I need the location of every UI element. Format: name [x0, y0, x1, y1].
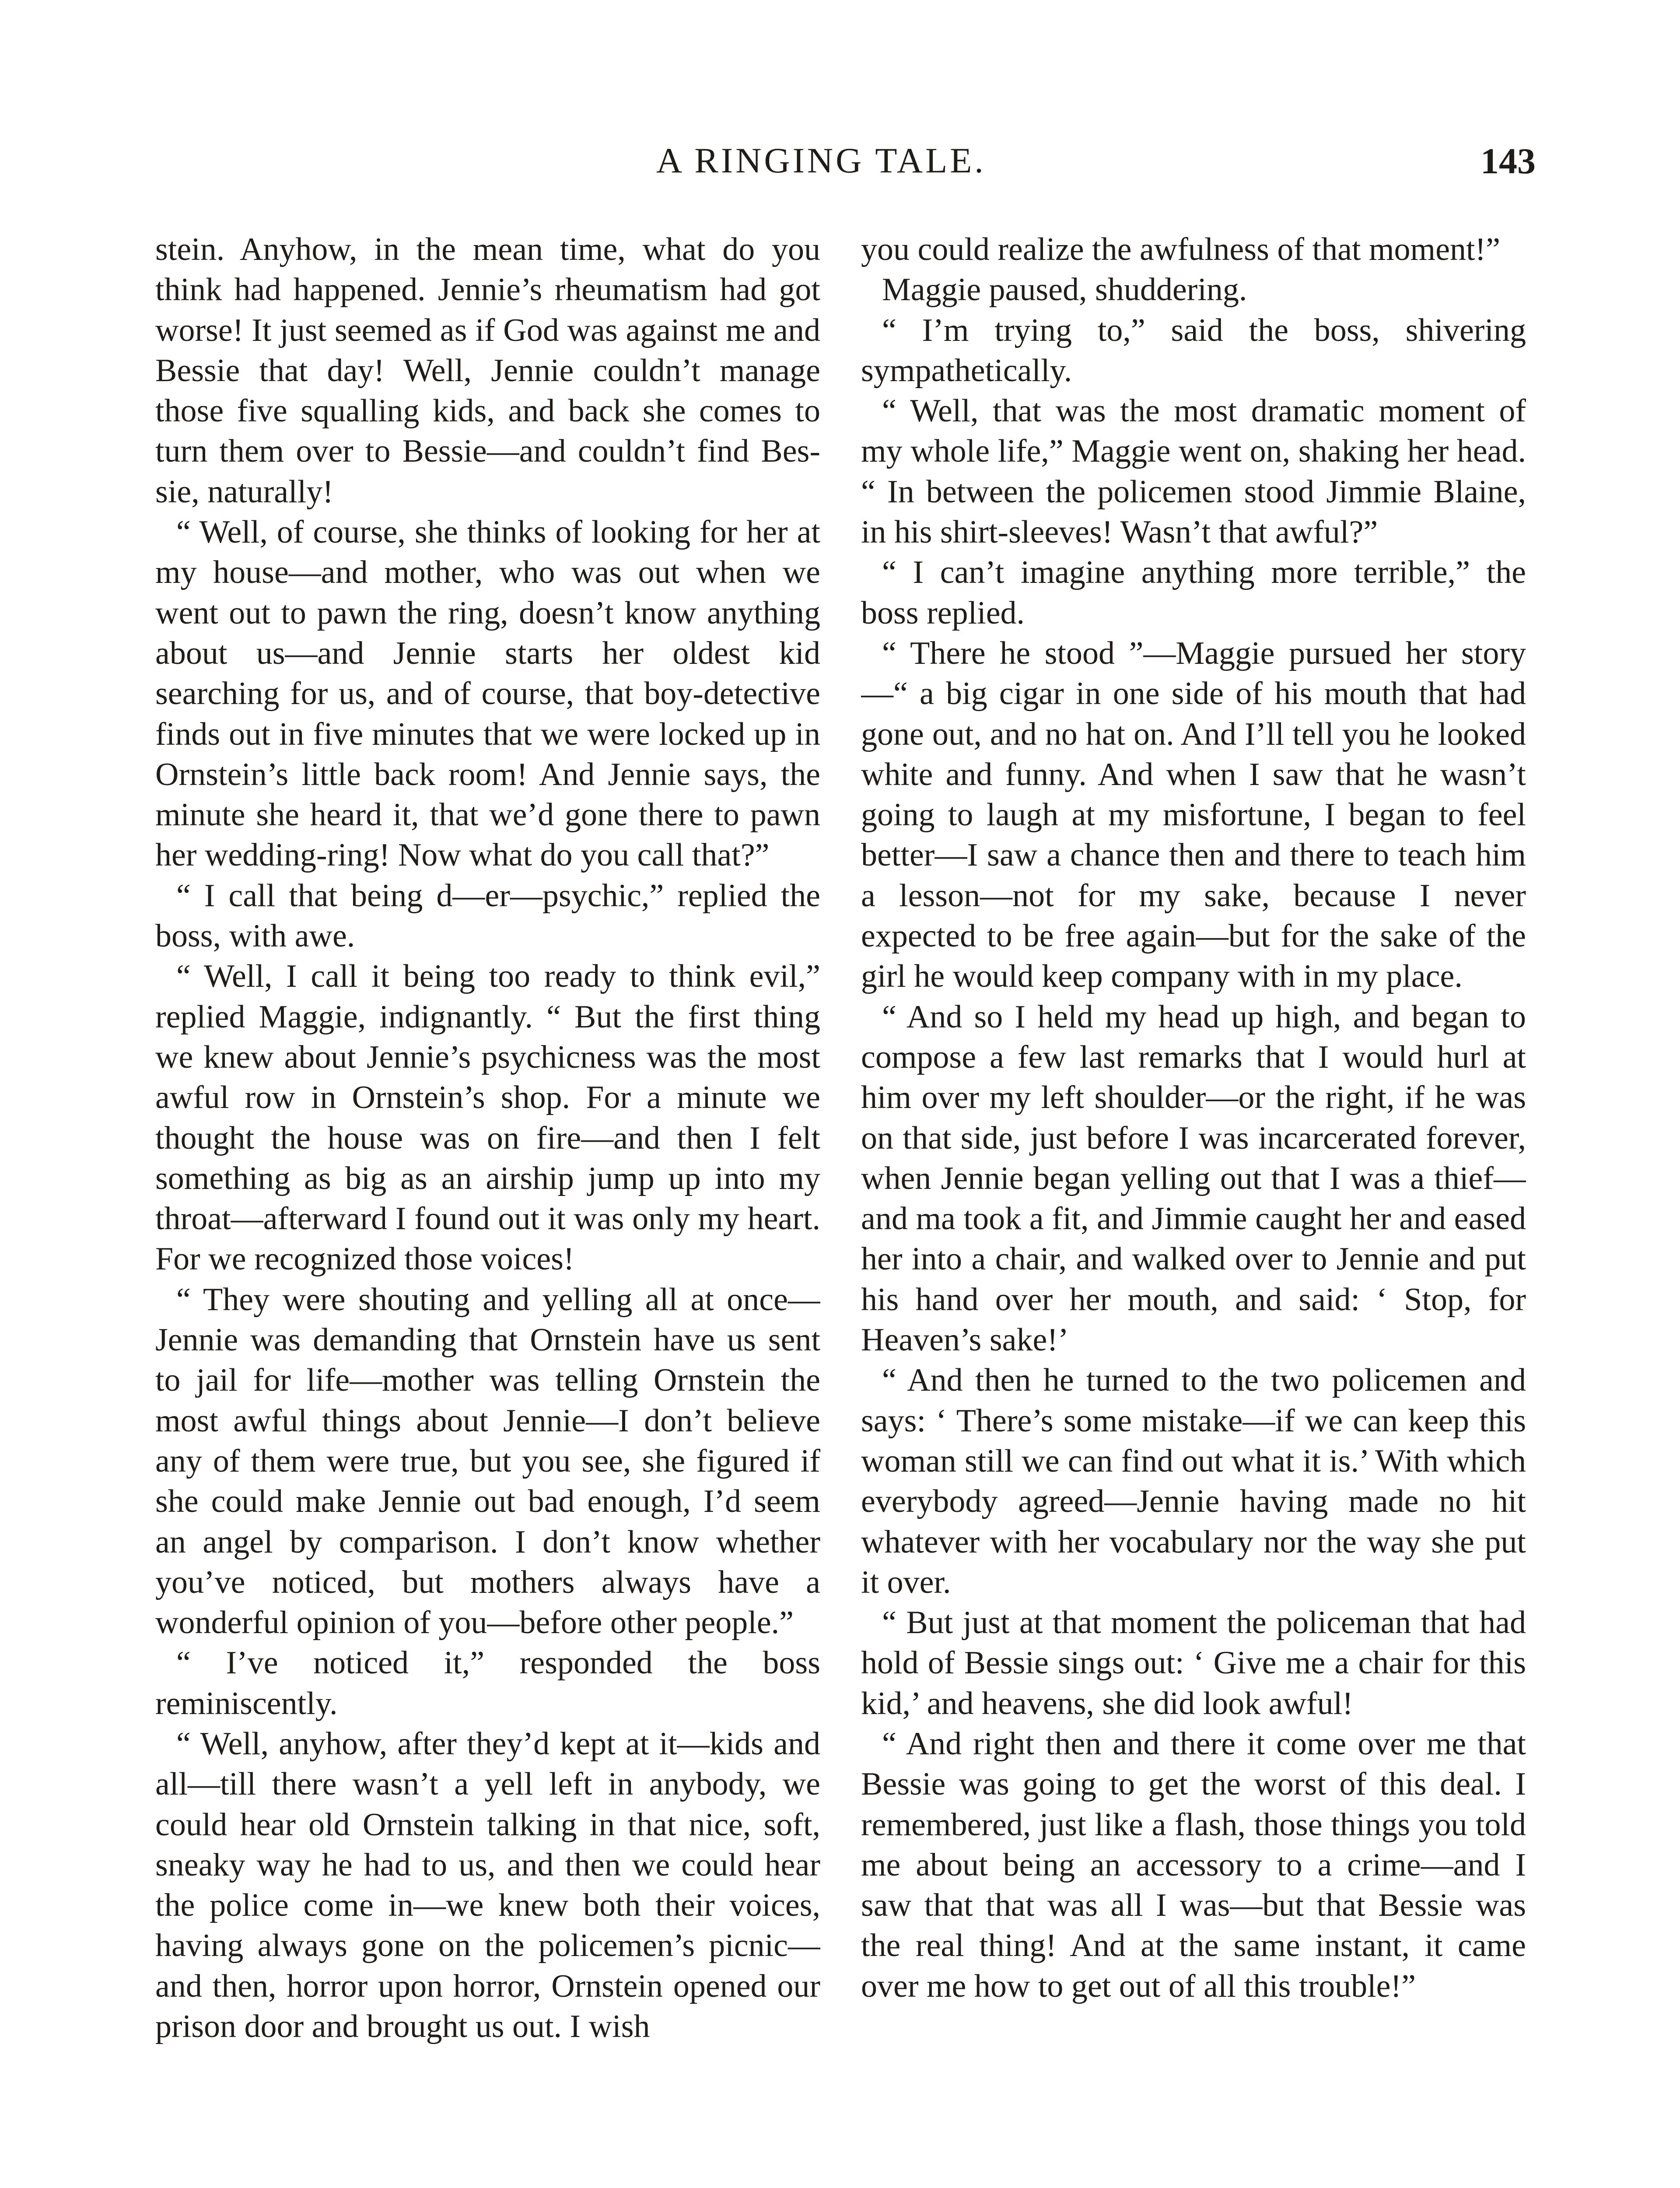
paragraph: “ Well, of course, she thinks of looking for her at my house—and mother, who was out when we went out to pawn the ring, doesn’t know anything about us—and Jennie starts her oldest kid searching for us, and of course, that boy-detective finds out in five minutes that we were locked up in Ornstein’s little back room! And Jennie says, the minute she heard it, that we’d gone there to pawn her wedding-ring! Now what do you call that?”: [155, 514, 820, 873]
running-title: A RINGING TALE.: [656, 140, 986, 180]
paragraph: “ And then he turned to the two policemen and says: ‘ There’s some mistake—if we can keep this woman still we can find out what it is.’ With which everybody agreed—Jennie having made no hit whatever with her vocabulary nor the way she put it over.: [861, 1362, 1526, 1600]
paragraph: you could realize the awfulness of that moment!”: [861, 231, 1500, 267]
paragraph: “ I call that being d—er—psychic,” replied the boss, with awe.: [155, 877, 820, 954]
paragraph: “ I’m trying to,” said the boss, shivering sympathetically.: [861, 312, 1526, 389]
page-number: 143: [1480, 141, 1536, 182]
paragraph: “ And right then and there it come over me that Bessie was going to get the worst of this deal. I remembered, just like a flash, those things you told me about being an accessory to a crime—and I saw that that was all I was—but that Bessie was the real thing! And at the same instant, it came over me how to get out of all this trouble!”: [861, 1725, 1526, 2004]
paragraph: “ Well, that was the most dramatic moment of my whole life,” Maggie went on, shaking her head. “ In between the policemen stood Jimmie Blaine, in his shirt-sleeves! Wasn’t that awful?”: [861, 393, 1526, 551]
paragraph: stein. Anyhow, in the mean time, what do you think had happened. Jennie’s rheumatism had got worse! It just seemed as if God was against me and Bessie that day! Well, Jennie couldn’t manage those five squalling kids, and back she comes to turn them over to Bessie—and couldn’t find Bessie, naturally!: [155, 231, 820, 510]
paragraph: “ But just at that moment the policeman that had hold of Bessie sings out: ‘ Give me a chair for this kid,’ and heavens, she did look awful!: [861, 1605, 1526, 1722]
paragraph: “ There he stood ”—Maggie pursued her story—“ a big cigar in one side of his mouth that had gone out, and no hat on. And I’ll tell you he looked white and funny. And when I saw that he wasn’t going to laugh at my misfortune, I began to feel better—I saw a chance then and there to teach him a lesson—not for my sake, because I never expected to be free again—but for the sake of the girl he would keep company with in my place.: [861, 635, 1526, 995]
paragraph: “ They were shouting and yelling all at once—Jennie was demanding that Ornstein have us sent to jail for life—mother was telling Ornstein the most awful things about Jennie—I don’t believe any of them were true, but you see, she figured if she could make Jennie out bad enough, I’d seem an angel by comparison. I don’t know whether you’ve noticed, but mothers always have a wonderful opinion of you—before other people.”: [155, 1281, 820, 1641]
text-column-left: [155, 229, 820, 2188]
text-column-right: [861, 229, 1526, 2188]
paragraph: “ Well, anyhow, after they’d kept at it—kids and all—till there wasn’t a yell left in anybody, we could hear old Ornstein talking in that nice, soft, sneaky way he had to us, and then we could hear the police come in—we knew both their voices, having always gone on the policemen’s picnic—and then, horror upon horror, Ornstein opened our prison door and brought us out. I wish: [155, 1725, 820, 2045]
paragraph: Maggie paused, shuddering.: [882, 272, 1247, 308]
paragraph: “ And so I held my head up high, and began to compose a few last remarks that I would hurl at him over my left shoulder—or the right, if he was on that side, just before I was incarcerated forever, when Jennie began yelling out that I was a thief—and ma took a fit, and Jimmie caught her and eased her into a chair, and walked over to Jennie and put his hand over her mouth, and said: ‘ Stop, for Heaven’s sake!’: [861, 999, 1526, 1358]
paragraph: “ I can’t imagine anything more terrible,” the boss replied.: [861, 554, 1526, 631]
paragraph: “ I’ve noticed it,” responded the boss reminiscently.: [155, 1645, 820, 1722]
paragraph: “ Well, I call it being too ready to think evil,” replied Maggie, indignantly. “ But the first thing we knew about Jennie’s psychicness was the most awful row in Ornstein’s shop. For a minute we thought the house was on fire—and then I felt something as big as an airship jump up into my throat—afterward I found out it was only my heart. For we recognized those voices!: [155, 958, 820, 1277]
running-head: [0, 140, 1680, 193]
